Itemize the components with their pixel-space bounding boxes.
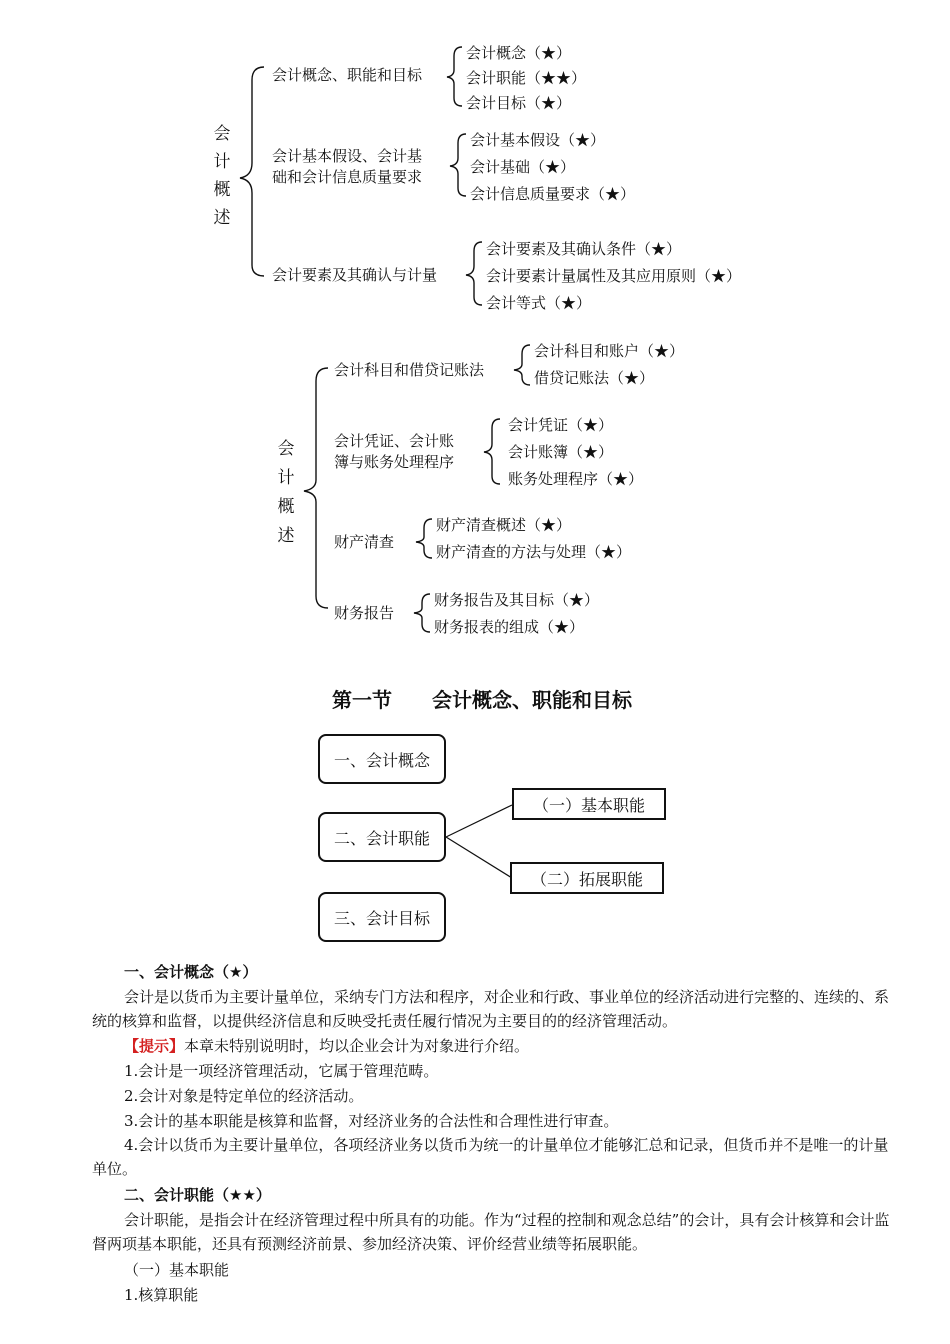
numbered-point-1: 1.会计是一项经济管理活动，它属于管理范畴。 [124, 1062, 439, 1080]
numbered-point-3: 3.会计的基本职能是核算和监督，对经济业务的合法性和合理性进行审查。 [124, 1112, 619, 1130]
map2-root-char: 计 [277, 468, 295, 488]
map1-brace-2 [450, 134, 466, 196]
map2-group-label: 会计科目和借贷记账法 [334, 361, 485, 379]
map1-item: 会计要素及其确认条件（★） [486, 240, 682, 258]
numbered-point-4: 4.会计以货币为主要计量单位，各项经济业务以货币为统一的计量单位才能够汇总和记录，但货币并不是唯一的计量单位。 [92, 1136, 889, 1178]
subheading-accounting-function: 1.核算职能 [124, 1286, 199, 1304]
heading-accounting-concept: 一、会计概念（★） [124, 963, 258, 981]
paragraph-concept: 会计是以货币为主要计量单位，采纳专门方法和程序，对企业和行政、事业单位的经济活动进行完整的、连续的、系统的核算和监督，以提供经济信息和反映受托责任履行情况为主要目的的经济管理活动。 [92, 988, 890, 1030]
connector-1 [446, 805, 512, 837]
map1-group-label: 会计基本假设、会计基 [272, 147, 423, 165]
box-label: （一）基本职能 [532, 795, 645, 815]
map1-main-brace [240, 67, 264, 276]
map1-group-label: 会计概念、职能和目标 [272, 66, 423, 84]
map2-root-char: 会 [277, 439, 295, 459]
map2-item: 借贷记账法（★） [534, 369, 655, 387]
map2-item: 财务报告及其目标（★） [434, 591, 600, 609]
map1-item: 会计要素计量属性及其应用原则（★） [486, 267, 742, 285]
map2-item: 财产清查概述（★） [436, 516, 572, 534]
paragraph-function: 会计职能，是指会计在经济管理过程中所具有的功能。作为“过程的控制和观念总结”的会计，具有会计核算和会计监督两项基本职能，还具有预测经济前景、参加经济决策、评价经营业绩等拓展职能。 [92, 1211, 890, 1253]
map2-item: 财务报表的组成（★） [434, 618, 585, 636]
map1-item: 会计目标（★） [466, 94, 572, 112]
map2-brace-3 [416, 519, 432, 558]
map2-root-char: 述 [277, 526, 295, 546]
connector-2 [446, 837, 512, 878]
map2-brace-4 [414, 594, 430, 632]
map1-item: 会计信息质量要求（★） [470, 185, 636, 203]
box-label: 一、会计概念 [333, 750, 430, 770]
map2-brace-2 [484, 419, 500, 484]
map1-group-label: 会计要素及其确认与计量 [272, 266, 438, 284]
tip-text: 本章未特别说明时，均以企业会计为对象进行介绍。 [184, 1037, 530, 1055]
box-label: 三、会计目标 [333, 908, 430, 928]
tip-label: 【提示】 [124, 1037, 185, 1055]
box-accounting-function [318, 812, 446, 862]
map1-item: 会计职能（★★） [466, 69, 587, 87]
box-accounting-objective [318, 892, 446, 942]
box-accounting-concept [318, 734, 446, 784]
box-basic-function [512, 788, 666, 820]
subheading-basic-function: （一）基本职能 [124, 1261, 230, 1279]
map1-item: 会计基本假设（★） [470, 131, 606, 149]
map1-root-char: 计 [213, 152, 231, 172]
map2-item: 账务处理程序（★） [508, 470, 644, 488]
box-label: 二、会计职能 [333, 828, 430, 848]
map2-main-brace [304, 368, 328, 608]
tip-paragraph [92, 1034, 900, 1058]
map1-brace-1 [447, 47, 462, 106]
section-title: 第一节 会计概念、职能和目标 [332, 688, 632, 712]
map1-item: 会计基础（★） [470, 158, 576, 176]
map2-group-label: 财产清查 [334, 533, 395, 551]
map1-brace-3 [466, 242, 482, 305]
map2-item: 财产清查的方法与处理（★） [436, 543, 632, 561]
map2-item: 会计科目和账户（★） [534, 342, 685, 360]
heading-accounting-function: 二、会计职能（★★） [124, 1186, 271, 1204]
map1-group-label: 础和会计信息质量要求 [272, 168, 423, 186]
map1-item: 会计概念（★） [466, 44, 572, 62]
map2-item: 会计账簿（★） [508, 443, 614, 461]
map2-brace-1 [514, 345, 530, 385]
box-label: （二）拓展职能 [530, 869, 643, 889]
map1-root-char: 概 [213, 180, 231, 200]
map1-root-char: 会 [213, 124, 231, 144]
numbered-point-2: 2.会计对象是特定单位的经济活动。 [124, 1087, 364, 1105]
map2-group-label: 会计凭证、会计账 [334, 432, 455, 450]
box-extended-function [510, 862, 664, 894]
map2-group-label: 财务报告 [334, 604, 395, 622]
map2-group-label: 簿与账务处理程序 [334, 453, 455, 471]
map2-root-char: 概 [277, 497, 295, 517]
map1-root-char: 述 [213, 208, 231, 228]
map2-item: 会计凭证（★） [508, 416, 614, 434]
map1-item: 会计等式（★） [486, 294, 592, 312]
